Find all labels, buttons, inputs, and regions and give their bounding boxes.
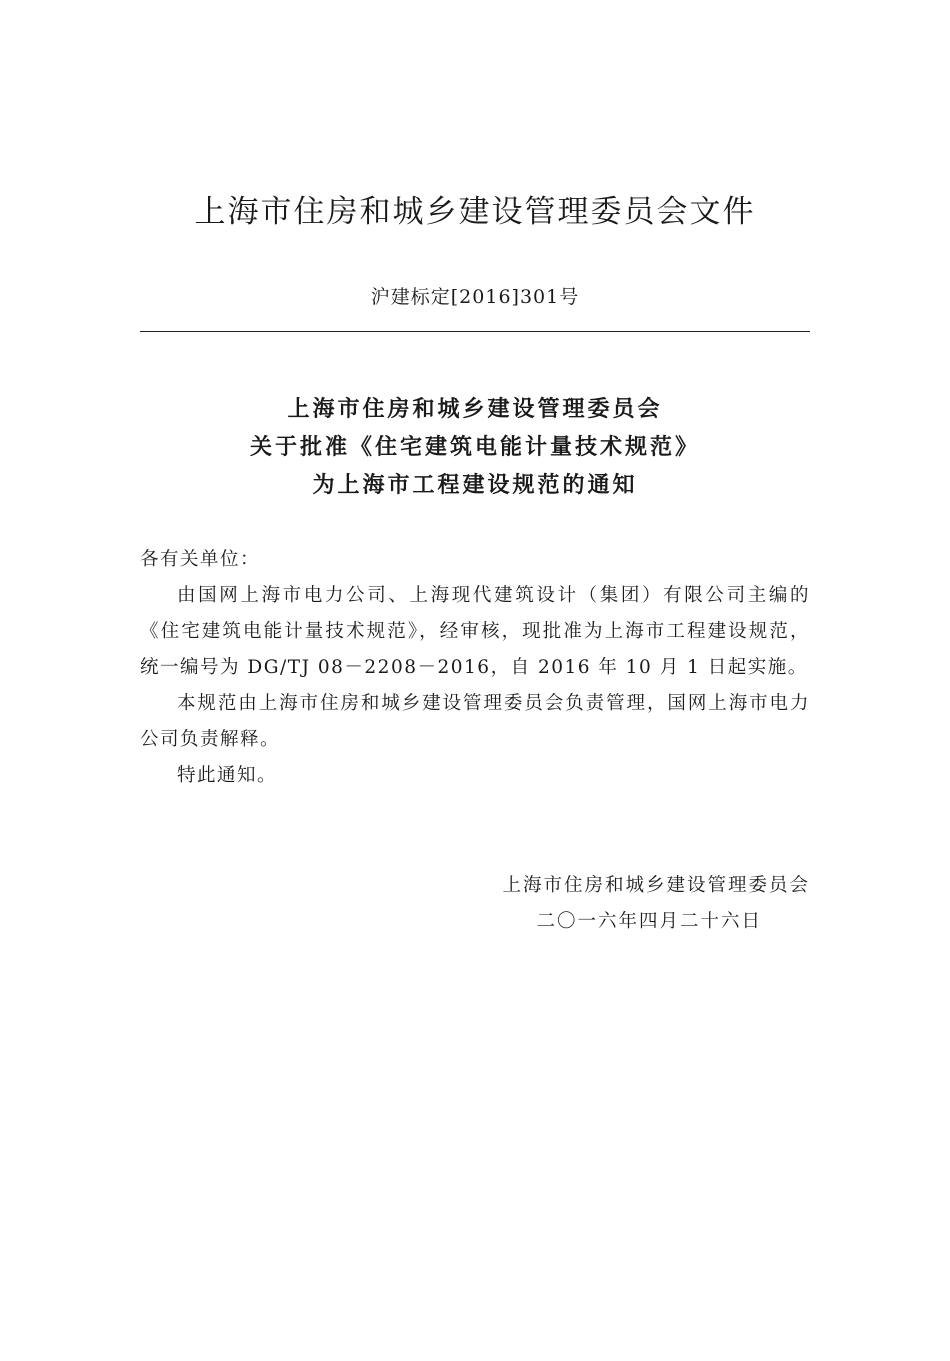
title-line-2: 关于批准《住宅建筑电能计量技术规范》 [249, 435, 700, 460]
notice-title [0, 391, 950, 505]
document-number: 沪建标定[2016]301号 [370, 286, 580, 308]
signature-date: 二〇一六年四月二十六日 [536, 911, 762, 932]
header-divider [140, 331, 810, 332]
body-paragraph-management: 本规范由上海市住房和城乡建设管理委员会负责管理，国网上海市电力公司负责解释。 [140, 693, 810, 750]
salutation: 各有关单位： [140, 549, 261, 570]
title-line-1: 上海市住房和城乡建设管理委员会 [287, 397, 663, 422]
body-paragraph-closing: 特此通知。 [177, 765, 278, 786]
notice-body [140, 542, 810, 794]
body-paragraph-approval: 由国网上海市电力公司、上海现代建筑设计（集团）有限公司主编的《住宅建筑电能计量技术规范》，经审核，现批准为上海市工程建设规范，统一编号为 DG/TJ 08－2208－2016，自 2016 年 10 月 1 日起实施。 [140, 585, 810, 678]
document-issuer-header: 上海市住房和城乡建设管理委员会文件 [194, 194, 756, 230]
signature-organization: 上海市住房和城乡建设管理委员会 [502, 875, 810, 896]
title-line-3: 为上海市工程建设规范的通知 [312, 473, 638, 498]
signature-block [140, 868, 810, 940]
